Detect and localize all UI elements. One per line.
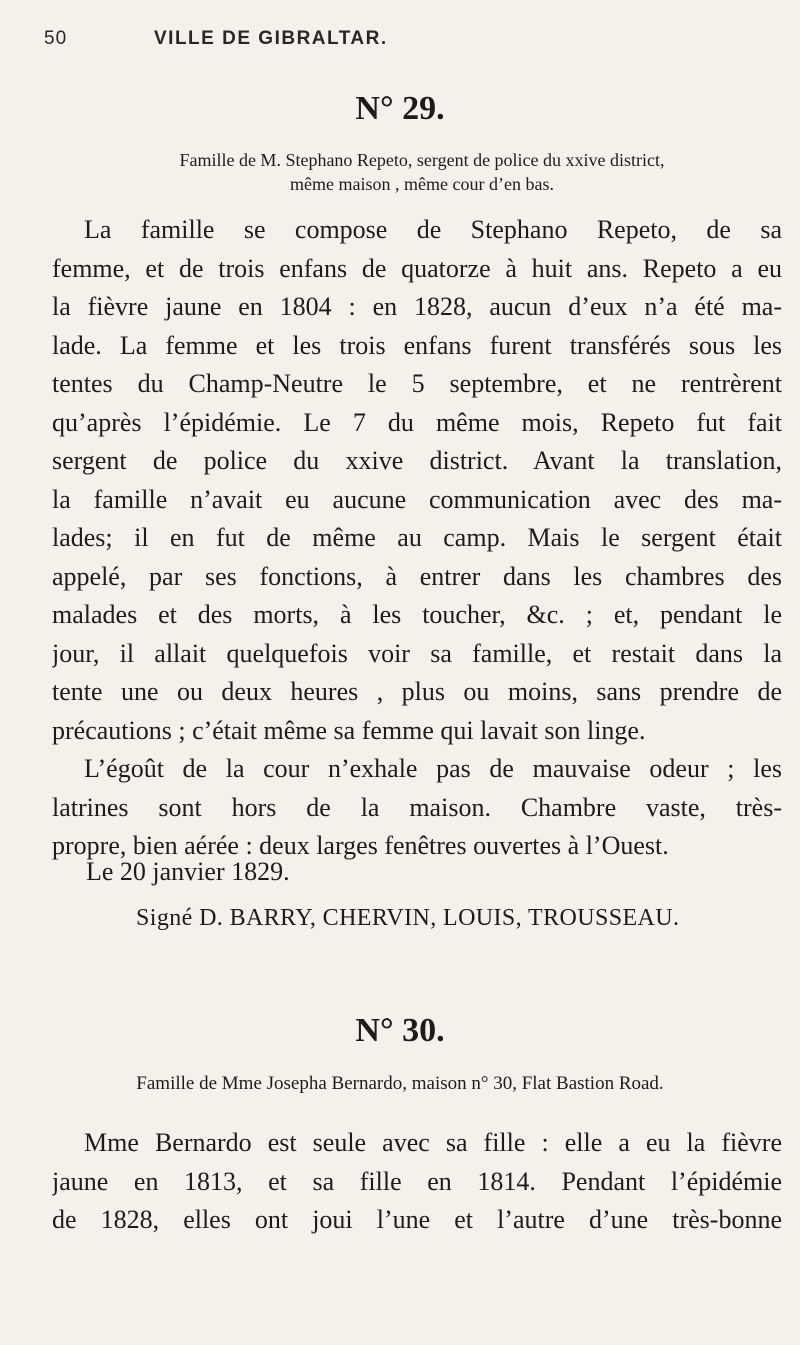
- entry-29-text-line: sergent de police du xxive district. Avant la translation,: [52, 446, 782, 475]
- entry-29-signature: Signé D. BARRY, CHERVIN, LOUIS, TROUSSEAU.: [136, 905, 680, 931]
- running-head: [44, 28, 760, 58]
- entry-29-text-line: latrines sont hors de la maison. Chambre vaste, très-: [52, 792, 782, 822]
- entry-29-body: [52, 211, 782, 866]
- entry-30-heading: N° 30.: [355, 1012, 445, 1049]
- entry-29-caption-line-2: même maison , même cour d’en bas.: [290, 174, 554, 194]
- entry-29-text-line: tente une ou deux heures , plus ou moins, sans prendre de: [52, 677, 782, 706]
- entry-29-text-line: la famille n’avait eu aucune communication avec des ma-: [52, 484, 782, 514]
- entry-29-heading: N° 29.: [355, 90, 445, 127]
- running-title: VILLE DE GIBRALTAR.: [154, 28, 388, 49]
- entry-29-text-line: la fièvre jaune en 1804 : en 1828, aucun d’eux n’a été ma-: [52, 292, 782, 321]
- page-number: 50: [44, 28, 68, 49]
- entry-30-caption: Famille de Mme Josepha Bernardo, maison n° 30, Flat Bastion Road.: [136, 1073, 664, 1094]
- entry-29-caption-line-1: Famille de M. Stephano Repeto, sergent de police du xxive district,: [179, 150, 665, 170]
- entry-30-text-line: Mme Bernardo est seule avec sa fille : elle a eu la fièvre: [84, 1128, 782, 1157]
- entry-29-text-line: La famille se compose de Stephano Repeto, de sa: [84, 215, 782, 244]
- entry-29-text-line: qu’après l’épidémie. Le 7 du même mois, Repeto fut fait: [52, 407, 782, 437]
- entry-29-text-line: malades et des morts, à les toucher, &c. ; et, pendant le: [52, 600, 782, 629]
- entry-29-text-line: propre, bien aérée : deux larges fenêtres ouvertes à l’Ouest.: [52, 831, 669, 860]
- entry-30-text-line: jaune en 1813, et sa fille en 1814. Pendant l’épidémie: [52, 1166, 782, 1196]
- entry-29-text-line: appelé, par ses fonctions, à entrer dans les chambres des: [52, 561, 782, 591]
- entry-29-text-line: jour, il allait quelquefois voir sa famille, et restait dans la: [52, 638, 782, 668]
- entry-30-text-line: de 1828, elles ont joui l’une et l’autre d’une très-bonne: [52, 1205, 782, 1234]
- entry-29-text-line: précautions ; c’était même sa femme qui lavait son linge.: [52, 715, 646, 745]
- entry-29-text-line: tentes du Champ-Neutre le 5 septembre, et ne rentrèrent: [52, 369, 782, 398]
- entry-29-caption: [84, 148, 760, 196]
- entry-30-body: [52, 1124, 782, 1240]
- entry-29-text-line: lades; il en fut de même au camp. Mais le sergent était: [52, 523, 782, 552]
- entry-29-text-line: femme, et de trois enfans de quatorze à huit ans. Repeto a eu: [52, 253, 782, 283]
- entry-29-text-line: L’égoût de la cour n’exhale pas de mauvaise odeur ; les: [84, 754, 782, 783]
- entry-29-date: Le 20 janvier 1829.: [86, 857, 290, 886]
- entry-29-text-line: lade. La femme et les trois enfans furent transférés sous les: [52, 330, 782, 360]
